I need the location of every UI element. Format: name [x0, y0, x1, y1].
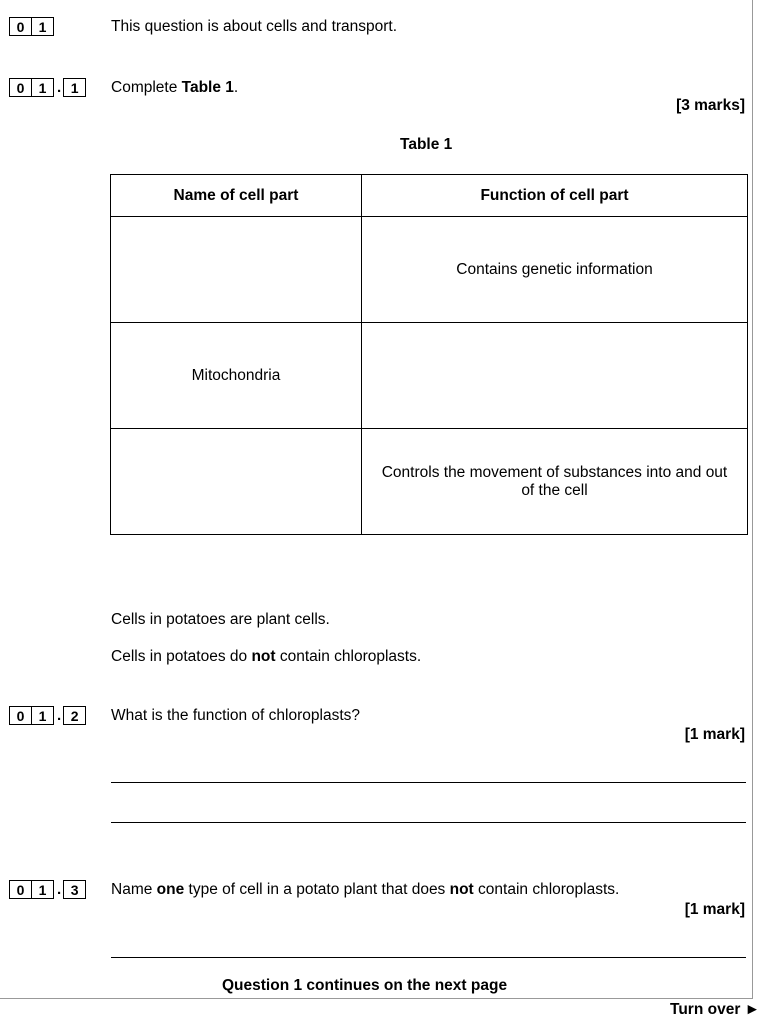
digit-box: 0 — [9, 880, 32, 899]
question-number-01-2 — [9, 706, 86, 725]
table-row — [111, 429, 748, 535]
table-answer-cell[interactable] — [111, 217, 362, 323]
digit-box: 0 — [9, 706, 32, 725]
digit-box: 1 — [63, 78, 86, 97]
table-row — [111, 217, 748, 323]
answer-line[interactable] — [111, 782, 746, 783]
question-number-01 — [9, 17, 54, 36]
prompt-text: Name — [111, 881, 157, 898]
table-header-row — [111, 175, 748, 217]
prompt-bold: not — [449, 881, 474, 898]
digit-box: 3 — [63, 880, 86, 899]
prompt-bold: one — [156, 881, 185, 898]
marks-label: [1 mark] — [684, 726, 745, 743]
table-header-cell: Function of cell part — [362, 175, 748, 217]
question-number-01-3 — [9, 880, 86, 899]
table-header-cell: Name of cell part — [111, 175, 362, 217]
digit-box: 2 — [63, 706, 86, 725]
marks-label: [3 marks] — [676, 97, 745, 114]
prompt-text: contain chloroplasts. — [473, 881, 620, 898]
table-title: Table 1 — [400, 136, 453, 153]
number-separator: . — [57, 707, 62, 724]
prompt-text: Complete — [111, 79, 182, 96]
context-text: Cells in potatoes do — [111, 648, 252, 665]
context-bold: not — [251, 648, 276, 665]
context-line-2 — [111, 648, 421, 666]
context-line-1: Cells in potatoes are plant cells. — [111, 611, 330, 628]
table-cell: Controls the movement of substances into and out of the cell — [362, 429, 748, 535]
digit-box: 1 — [32, 880, 54, 899]
table-cell: Contains genetic information — [362, 217, 748, 323]
number-separator: . — [57, 881, 62, 898]
number-separator: . — [57, 79, 62, 96]
turn-over-label: Turn over ► — [670, 1001, 760, 1018]
digit-box: 1 — [32, 78, 54, 97]
prompt-bold: Table 1 — [181, 79, 234, 96]
question-intro: This question is about cells and transport. — [111, 18, 398, 35]
table-answer-cell[interactable] — [111, 429, 362, 535]
table-cell: Mitochondria — [111, 323, 362, 429]
page-bottom-border — [0, 998, 753, 999]
marks-label: [1 mark] — [684, 901, 745, 918]
answer-line[interactable] — [111, 957, 746, 958]
question-prompt — [111, 79, 238, 97]
prompt-text: type of cell in a potato plant that does — [184, 881, 450, 898]
prompt-text: . — [233, 79, 239, 96]
question-prompt — [111, 881, 619, 899]
question-number-01-1 — [9, 78, 86, 97]
continues-note: Question 1 continues on the next page — [222, 977, 508, 994]
cell-parts-table — [110, 174, 748, 535]
question-prompt: What is the function of chloroplasts? — [111, 707, 360, 724]
digit-box: 1 — [32, 17, 54, 36]
answer-line[interactable] — [111, 822, 746, 823]
digit-box: 1 — [32, 706, 54, 725]
context-text: contain chloroplasts. — [275, 648, 422, 665]
page-right-border — [752, 0, 753, 999]
table-answer-cell[interactable] — [362, 323, 748, 429]
digit-box: 0 — [9, 17, 32, 36]
digit-box: 0 — [9, 78, 32, 97]
table-row — [111, 323, 748, 429]
